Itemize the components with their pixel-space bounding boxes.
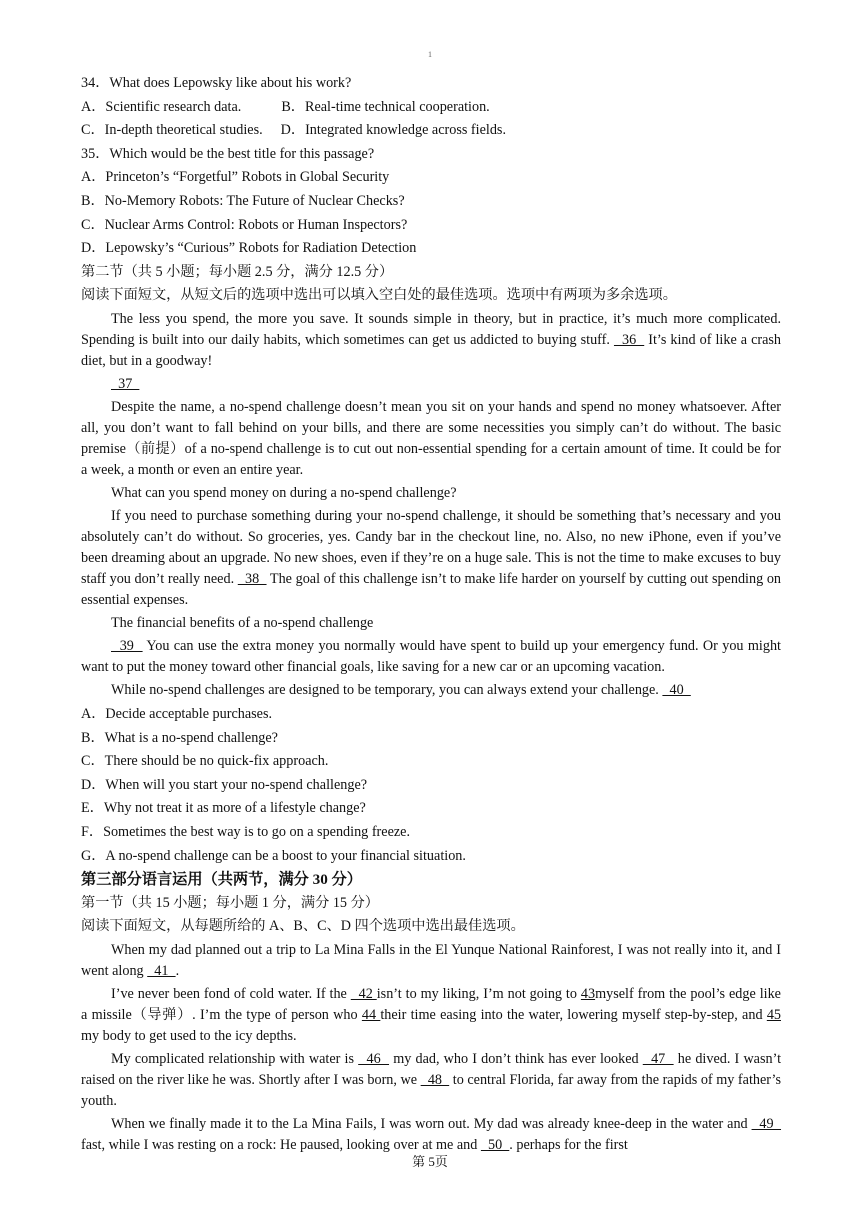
section-heading: 第一节（共 15 小题；每小题 1 分，满分 15 分） [81, 894, 379, 911]
option-b: B．No-Memory Robots: The Future of Nuclear Checks? [81, 192, 405, 209]
blank-38: 38 [237, 570, 267, 587]
option-a: A．Princeton’s “Forgetful” Robots in Global Security [81, 169, 390, 186]
blank-48: 48 [420, 1071, 450, 1088]
section-instruction: 阅读下面短文，从短文后的选项中选出可以填入空白处的最佳选项。选项中有两项为多余选项。 [81, 287, 677, 304]
blank-49: 49 [751, 1115, 782, 1132]
blank-37: 37 [111, 375, 140, 392]
page-marker: 1 [428, 50, 432, 59]
option-d: D．Lepowsky’s “Curious” Robots for Radiation Detection [81, 240, 417, 257]
section-heading: 第二节（共 5 小题；每小题 2.5 分，满分 12.5 分） [81, 263, 394, 280]
cloze-paragraph: When we finally made it to the La Mina Fails, I was worn out. My dad was already knee-deep in the water and 49 fast, while I was resting on a rock: He paused, looking over at me and 50 . perhaps for the first [81, 1115, 782, 1153]
option-b: B．What is a no-spend challenge? [81, 729, 278, 746]
passage-subheading: What can you spend money on during a no-spend challenge? [111, 484, 457, 501]
question-34-options-cd [81, 119, 781, 143]
option-a: A．Scientific research data. [81, 98, 242, 115]
option-f: F．Sometimes the best way is to go on a spending freeze. [81, 823, 411, 840]
passage-paragraph [81, 374, 781, 395]
blank-36: 36 [613, 331, 645, 348]
blank-40: 40 [662, 681, 691, 698]
passage-paragraph: If you need to purchase something during your no-spend challenge, it should be something that’s necessary and you absolutely can’t do without. So groceries, yes. Candy bar in the checkout line, no. Also, no new iPhone, even if you’ve been dreaming about an upgrade. No new shoes, even if they’re on a huge sale. This is not the time to make excuses to buy staff you don’t really need. 38 The goal of this challenge isn’t to make life harder on yourself by cutting out spending on essential expenses. [81, 507, 782, 608]
passage-paragraph: While no-spend challenges are designed to be temporary, you can always extend your challenge. 40 [111, 681, 691, 698]
option-a: A．Decide acceptable purchases. [81, 705, 273, 722]
part-heading: 第三部分语言运用（共两节，满分 30 分） [81, 871, 362, 889]
question-35-stem: 35．Which would be the best title for this passage? [81, 145, 375, 162]
blank-45: 45 [766, 1006, 781, 1023]
blank-46: 46 [358, 1050, 390, 1067]
passage-paragraph: 39 You can use the extra money you normally would have spent to build up your emergency fund. Or you might want to put the money toward other financial goals, like saving for a new car or an upcoming vacation. [81, 637, 781, 675]
passage-paragraph: Despite the name, a no-spend challenge doesn’t mean you sit on your hands and spend no money whatsoever. After all, you don’t want to fall behind on your bills, and there are some necessities you simply can’t do without. The basic premise（前提）of a no-spend challenge is to cut out non-essential spending for a certain amount of time. It could be for a week, a month or even an entire year. [81, 398, 781, 478]
page-number: 第 5页 [412, 1154, 448, 1169]
option-d: D．Integrated knowledge across fields. [280, 122, 506, 139]
blank-50: 50 [480, 1136, 510, 1153]
cloze-paragraph: I’ve never been fond of cold water. If the 42 isn’t to my liking, I’m not going to 43myself from the pool’s edge like a missile（导弹）. I’m the type of person who 44 their time easing into the water, lowering myself step-by-step, and 45 my body to get used to the icy depths. [81, 985, 781, 1044]
option-b: B．Real-time technical cooperation. [281, 98, 490, 115]
section-instruction: 阅读下面短文，从每题所给的 A、B、C、D 四个选项中选出最佳选项。 [81, 918, 525, 935]
question-34-stem: 34．What does Lepowsky like about his work? [81, 75, 352, 91]
option-g: G．A no-spend challenge can be a boost to your financial situation. [81, 847, 466, 864]
cloze-paragraph: When my dad planned out a trip to La Mina Falls in the El Yunque National Rainforest, I was not really into it, and I went along 41 . [81, 941, 781, 979]
question-34-options-ab [81, 96, 781, 120]
blank-44: 44 [361, 1006, 381, 1023]
option-e: E．Why not treat it as more of a lifestyle change? [81, 800, 366, 817]
blank-43: 43 [580, 985, 596, 1002]
option-d: D．When will you start your no-spend challenge? [81, 776, 368, 793]
blank-39: 39 [111, 637, 143, 654]
passage-paragraph: The less you spend, the more you save. It sounds simple in theory, but in practice, it’s much more complicated. Spending is built into our daily habits, which sometimes can get us addicted to buying stuff. 36 It’s kind of like a crash diet, but in a goodway! [81, 310, 782, 369]
blank-42: 42 [350, 985, 377, 1002]
cloze-paragraph: My complicated relationship with water is 46 my dad, who I don’t think has ever looked 47 he dived. I wasn’t raised on the river like he was. Shortly after I was born, we 48 to central Florida, far away from the rapids of my father’s youth. [81, 1050, 782, 1109]
option-c: C．There should be no quick-fix approach. [81, 753, 329, 770]
passage-subheading: The financial benefits of a no-spend challenge [111, 614, 374, 631]
blank-41: 41 [147, 962, 176, 979]
blank-47: 47 [642, 1050, 674, 1067]
page-content [81, 72, 781, 1158]
option-c: C．Nuclear Arms Control: Robots or Human Inspectors? [81, 216, 408, 233]
option-c: C．In-depth theoretical studies. [81, 122, 263, 139]
